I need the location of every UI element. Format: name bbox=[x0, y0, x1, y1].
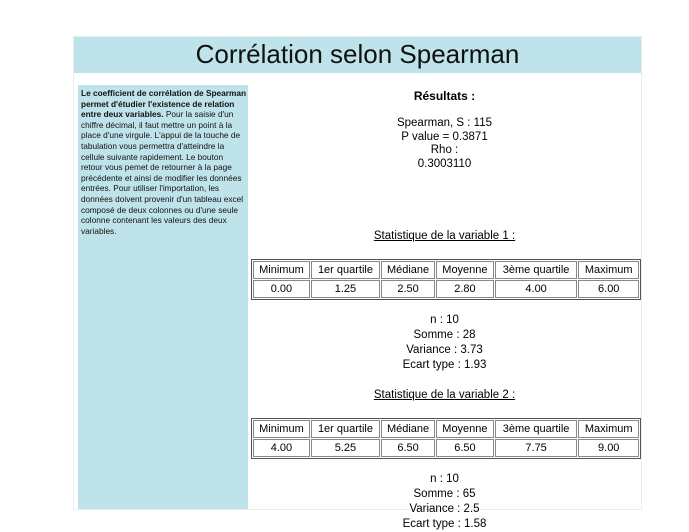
variable2-stats-table bbox=[251, 418, 641, 459]
column-header: Maximum bbox=[578, 420, 639, 438]
stat-mean: 2.80 bbox=[436, 280, 494, 298]
variable2-ecart-type: Ecart type : 1.58 bbox=[402, 518, 487, 530]
stat-maximum: 6.00 bbox=[578, 280, 639, 298]
results-summary bbox=[248, 117, 641, 171]
page-title: Corrélation selon Spearman bbox=[74, 37, 641, 73]
variable1-variance: Variance : 3.73 bbox=[406, 344, 483, 356]
stat-q1: 1.25 bbox=[311, 280, 380, 298]
variable2-summary bbox=[248, 472, 641, 532]
variable2-variance: Variance : 2.5 bbox=[409, 503, 480, 515]
stat-median: 2.50 bbox=[381, 280, 435, 298]
table-row bbox=[253, 280, 639, 298]
help-text bbox=[81, 88, 247, 236]
column-header: Médiane bbox=[381, 420, 435, 438]
variable2-heading: Statistique de la variable 2 : bbox=[373, 389, 516, 401]
stat-q3: 4.00 bbox=[495, 280, 578, 298]
sidebar bbox=[78, 85, 248, 509]
column-header: 3ème quartile bbox=[495, 420, 578, 438]
slide bbox=[74, 37, 641, 530]
stat-minimum: 0.00 bbox=[253, 280, 310, 298]
stat-minimum: 4.00 bbox=[253, 439, 310, 457]
column-header: Minimum bbox=[253, 420, 310, 438]
variable2-n: n : 10 bbox=[430, 473, 459, 485]
column-header: Moyenne bbox=[436, 420, 494, 438]
help-text-intro: Le coefficient de corrélation de Spearman permet d'étudier l'existence de relation entre deux variables. bbox=[81, 88, 247, 120]
variable2-somme: Somme : 65 bbox=[413, 488, 476, 500]
p-value: P value = 0.3871 bbox=[401, 130, 488, 143]
results-panel bbox=[248, 85, 641, 530]
stat-maximum: 9.00 bbox=[578, 439, 639, 457]
variable1-n: n : 10 bbox=[430, 314, 459, 326]
column-header: 3ème quartile bbox=[495, 261, 578, 279]
spearman-s-value: Spearman, S : 115 bbox=[396, 117, 493, 129]
stat-q1: 5.25 bbox=[311, 439, 380, 457]
column-header: Médiane bbox=[381, 261, 435, 279]
stat-mean: 6.50 bbox=[436, 439, 494, 457]
variable1-heading: Statistique de la variable 1 : bbox=[373, 230, 516, 242]
column-header: Minimum bbox=[253, 261, 310, 279]
results-heading: Résultats : bbox=[413, 89, 476, 103]
variable1-ecart-type: Ecart type : 1.93 bbox=[402, 359, 487, 371]
column-header: 1er quartile bbox=[311, 261, 380, 279]
rho-value: 0.3003110 bbox=[417, 157, 472, 170]
help-text-body: Pour la saisie d'un chiffre décimal, il faut mettre un point à la place d'une virgule. L'appui de la touche de tabulation vous permettra d'atteindre la cellule suivante rapidement. Le bouton retour vous pemet de retourner à la page précédente et ainsi de modifier les données entrées. Pour utiliser l'importation, les données doivent provenir d'un tableau excel composé de deux colonnes ou d'une seule colonne contenant les valeurs des deux variables. bbox=[81, 109, 244, 236]
variable1-somme: Somme : 28 bbox=[413, 329, 476, 341]
rho-label: Rho : bbox=[430, 144, 459, 156]
variable1-stats-table bbox=[251, 259, 641, 300]
table-row bbox=[253, 439, 639, 457]
stat-median: 6.50 bbox=[381, 439, 435, 457]
column-header: 1er quartile bbox=[311, 420, 380, 438]
variable1-summary bbox=[248, 313, 641, 373]
column-header: Moyenne bbox=[436, 261, 494, 279]
table-header-row bbox=[253, 261, 639, 279]
column-header: Maximum bbox=[578, 261, 639, 279]
stat-q3: 7.75 bbox=[495, 439, 578, 457]
table-header-row bbox=[253, 420, 639, 438]
